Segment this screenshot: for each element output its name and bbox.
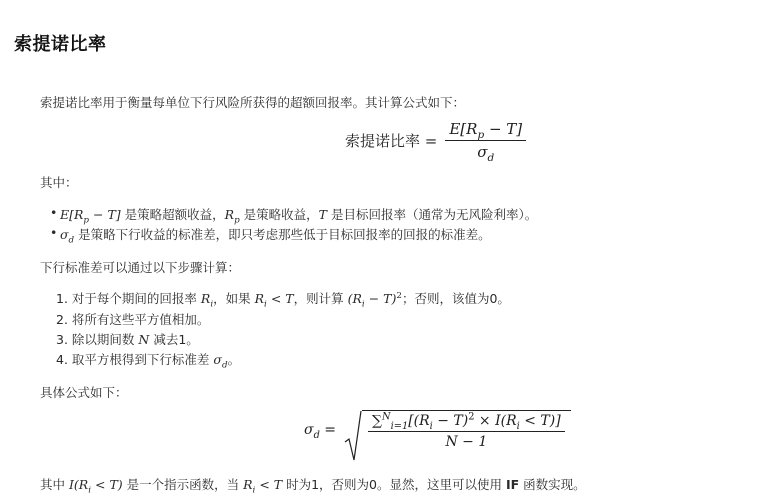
formula-lhs: 索提诺比率 = <box>345 132 438 150</box>
where-label: 其中： <box>40 175 78 190</box>
square-root <box>344 410 571 450</box>
step-item: 2. 将所有这些平方值相加。 <box>56 312 210 327</box>
page-title: 索提诺比率 <box>14 34 107 55</box>
sortino-formula <box>345 120 526 164</box>
formula2-fraction <box>368 413 565 450</box>
step-item: 3. 除以期间数 N 减去1。 <box>56 332 199 347</box>
radicand <box>362 410 571 450</box>
intro-paragraph: 索提诺比率用于衡量每单位下行风险所获得的超额回报率。其计算公式如下： <box>40 95 466 110</box>
list-item: • $E[R_p - T]$ 是策略超额收益，$R_p$ 是策略收益，T 是目标回报率（通常为无风险利率）。 <box>60 205 537 223</box>
formula2-denominator: N − 1 <box>445 434 488 450</box>
step-item: 4. 取平方根得到下行标准差 $\sigma_d$。 <box>56 352 241 371</box>
radical-sign-icon <box>344 410 362 450</box>
list-item: • $\sigma_d$ 是策略下行收益的标准差，即只考虑那些低于目标回报率的回报的标准差。 <box>60 225 491 243</box>
formula-denominator: $\sigma_d$ <box>477 143 495 164</box>
formula-fraction <box>445 120 526 164</box>
formula2-intro: 具体公式如下： <box>40 385 128 400</box>
formula2-lhs: $\sigma_d$ = <box>304 422 337 441</box>
formula2-numerator: $\sum^N_{i=1}[(R_i - T)^2 \times I(R_i < T)]$ <box>368 413 565 432</box>
downside-deviation-formula <box>304 410 571 450</box>
formula-numerator: $E[R_p - T]$ <box>445 120 526 141</box>
step-item: 1. 对于每个期间的回报率 $R_i$，如果 $R_i < T$，则计算 $(R_i - T)^2$；否则，该值为0。 <box>56 290 510 310</box>
footer-paragraph: 其中 $I(R_i < T)$ 是一个指示函数，当 $R_i < T$ 时为1，否则为0。显然，这里可以使用 IF 函数实现。 <box>40 477 586 496</box>
steps-intro: 下行标准差可以通过以下步骤计算： <box>40 260 241 275</box>
